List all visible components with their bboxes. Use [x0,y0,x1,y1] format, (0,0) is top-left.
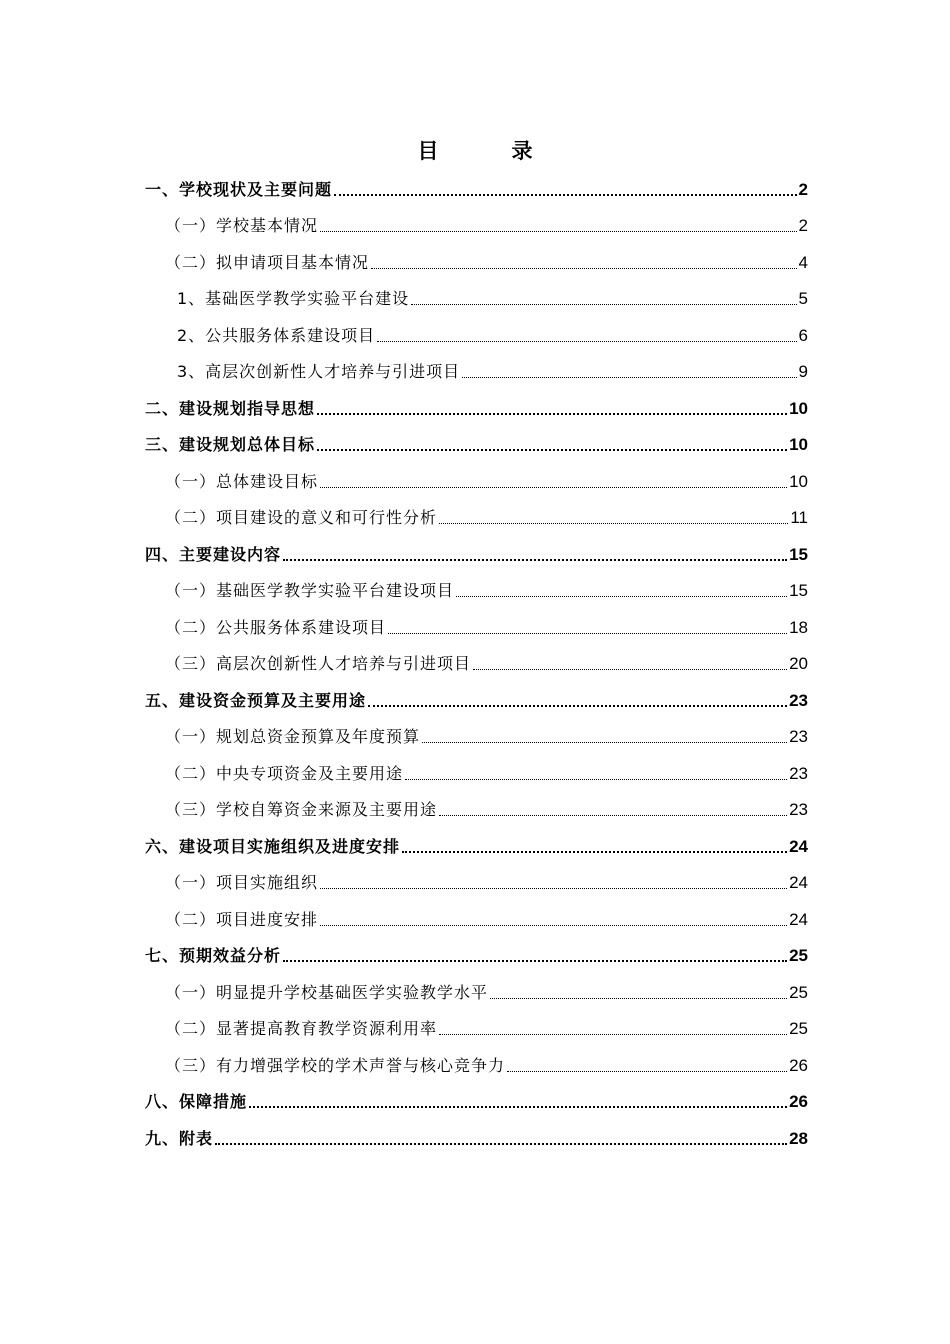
toc-entry-label: 九、附表 [145,1128,214,1148]
toc-entry-label: （三）高层次创新性人才培养与引进项目 [165,654,472,673]
toc-entry-label: （三）有力增强学校的学术声誉与核心竞争力 [165,1055,506,1075]
toc-entry-page-number: 9 [798,362,808,381]
toc-entry[interactable] [145,900,808,937]
dot-leader [439,815,787,816]
toc-entry-page-number: 23 [789,763,808,783]
dot-leader [215,1143,787,1145]
toc-entry-label: 七、预期效益分析 [145,946,282,965]
table-of-contents [145,170,808,1156]
toc-entry-page-number: 26 [789,1055,808,1075]
toc-entry[interactable] [145,1083,808,1120]
dot-leader [462,377,796,378]
toc-entry-page-number: 6 [798,325,808,345]
toc-entry-page-number: 10 [789,471,808,491]
toc-entry-label: （一）基础医学教学实验平台建设项目 [165,581,455,600]
toc-entry-page-number: 24 [789,836,808,856]
dot-leader [371,268,797,269]
toc-entry-label: （二）中央专项资金及主要用途 [165,763,404,783]
dot-leader [320,231,797,232]
dot-leader [320,888,787,889]
toc-entry-page-number: 25 [789,1019,808,1038]
toc-entry[interactable] [145,535,808,572]
dot-leader [411,304,796,305]
toc-entry[interactable] [145,1046,808,1083]
toc-entry-page-number: 23 [789,727,808,746]
toc-entry[interactable] [145,973,808,1010]
dot-leader [473,669,787,670]
toc-entry[interactable] [145,827,808,864]
dot-leader [320,925,787,926]
toc-entry-label: （一）总体建设目标 [165,471,319,491]
toc-entry-label: （一）规划总资金预算及年度预算 [165,727,421,746]
toc-entry-label: 1、基础医学教学实验平台建设 [177,289,410,308]
dot-leader [422,742,787,743]
toc-entry-page-number: 26 [789,1092,808,1111]
toc-entry-label: 2、公共服务体系建设项目 [177,325,376,345]
toc-entry[interactable] [145,426,808,463]
dot-leader [368,705,787,707]
toc-entry[interactable] [145,681,808,718]
toc-title: 目 录 [417,139,559,163]
toc-entry[interactable] [145,937,808,974]
toc-entry-page-number: 15 [789,544,808,564]
dot-leader [439,1034,787,1035]
dot-leader [249,1106,787,1108]
toc-entry-label: 三、建设规划总体目标 [145,435,316,454]
toc-entry[interactable] [145,645,808,682]
dot-leader [334,194,797,196]
toc-entry-label: （二）项目进度安排 [165,909,319,929]
toc-entry-page-number: 25 [789,946,808,965]
toc-entry[interactable] [145,499,808,536]
toc-entry-page-number: 15 [789,581,808,600]
toc-entry-label: 四、主要建设内容 [145,544,282,564]
toc-entry[interactable] [145,1119,808,1156]
toc-entry[interactable] [145,207,808,244]
toc-entry[interactable] [145,572,808,609]
toc-entry-label: （二）显著提高教育教学资源利用率 [165,1019,438,1038]
toc-entry-page-number: 10 [789,435,808,454]
toc-entry-page-number: 23 [789,800,808,819]
toc-entry[interactable] [145,754,808,791]
toc-entry[interactable] [145,280,808,317]
toc-entry-label: （一）明显提升学校基础医学实验教学水平 [165,982,489,1002]
toc-entry[interactable] [145,718,808,755]
toc-entry-page-number: 20 [789,654,808,673]
toc-entry[interactable] [145,389,808,426]
toc-entry-page-number: 24 [789,909,808,929]
toc-entry[interactable] [145,462,808,499]
toc-entry[interactable] [145,608,808,645]
dot-leader [377,341,796,342]
dot-leader [439,523,788,524]
toc-entry[interactable] [145,316,808,353]
dot-leader [490,998,787,999]
toc-entry[interactable] [145,353,808,390]
toc-entry[interactable] [145,243,808,280]
toc-entry[interactable] [145,864,808,901]
dot-leader [388,633,787,634]
dot-leader [456,596,787,597]
toc-entry-page-number: 5 [798,289,808,308]
dot-leader [402,851,787,853]
toc-entry[interactable] [145,791,808,828]
toc-entry-label: 五、建设资金预算及主要用途 [145,690,367,710]
toc-entry-label: （二）项目建设的意义和可行性分析 [165,508,438,527]
toc-entry-page-number: 2 [798,216,808,235]
dot-leader [320,487,787,488]
toc-entry-label: （三）学校自筹资金来源及主要用途 [165,800,438,819]
toc-entry-label: 六、建设项目实施组织及进度安排 [145,836,401,856]
toc-entry-label: 3、高层次创新性人才培养与引进项目 [177,362,461,381]
toc-entry-page-number: 24 [789,873,808,892]
toc-entry-label: （一）项目实施组织 [165,873,319,892]
toc-entry-page-number: 2 [798,179,808,199]
toc-entry-label: （一）学校基本情况 [165,216,319,235]
toc-entry-page-number: 28 [789,1128,808,1148]
toc-entry-page-number: 25 [789,982,808,1002]
dot-leader [507,1071,787,1072]
toc-entry[interactable] [145,1010,808,1047]
toc-entry-label: （二）拟申请项目基本情况 [165,252,370,272]
dot-leader [317,449,787,451]
dot-leader [283,960,787,962]
dot-leader [405,779,787,780]
toc-entry-label: 八、保障措施 [145,1092,248,1111]
toc-entry-label: 一、学校现状及主要问题 [145,179,333,199]
toc-entry[interactable] [145,170,808,207]
toc-entry-page-number: 18 [789,617,808,637]
toc-entry-label: 二、建设规划指导思想 [145,398,316,418]
dot-leader [283,559,787,561]
dot-leader [317,413,787,415]
toc-entry-page-number: 4 [798,252,808,272]
toc-entry-page-number: 23 [789,690,808,710]
toc-entry-page-number: 11 [790,508,808,527]
toc-entry-label: （二）公共服务体系建设项目 [165,617,387,637]
toc-entry-page-number: 10 [789,398,808,418]
